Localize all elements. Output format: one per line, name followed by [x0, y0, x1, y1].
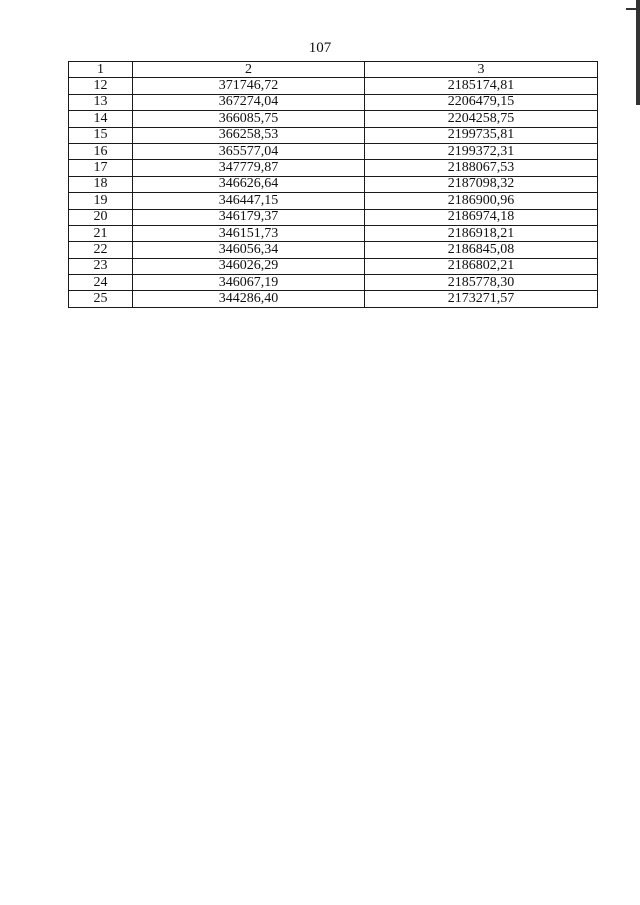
table-row [69, 225, 598, 241]
table-row [69, 193, 598, 209]
table-row [69, 143, 598, 159]
scan-edge-mark [636, 0, 640, 105]
table-row [69, 160, 598, 176]
x-coordinate-cell: 346626,64 [133, 176, 365, 192]
table-row [69, 209, 598, 225]
table-body [69, 62, 598, 308]
x-coordinate-cell: 366258,53 [133, 127, 365, 143]
y-coordinate-cell: 2185174,81 [365, 78, 598, 94]
table-row [69, 291, 598, 307]
row-number-cell: 19 [69, 193, 133, 209]
row-number-cell: 20 [69, 209, 133, 225]
y-coordinate-cell: 2187098,32 [365, 176, 598, 192]
y-coordinate-cell: 2186900,96 [365, 193, 598, 209]
row-number-cell: 23 [69, 258, 133, 274]
row-number-cell: 22 [69, 242, 133, 258]
y-coordinate-cell: 2188067,53 [365, 160, 598, 176]
x-coordinate-cell: 346179,37 [133, 209, 365, 225]
y-coordinate-cell: 2199372,31 [365, 143, 598, 159]
x-coordinate-cell: 346067,19 [133, 275, 365, 291]
column-header: 2 [133, 62, 365, 78]
row-number-cell: 21 [69, 225, 133, 241]
coordinates-table [68, 61, 598, 308]
table-row [69, 78, 598, 94]
y-coordinate-cell: 2173271,57 [365, 291, 598, 307]
y-coordinate-cell: 2199735,81 [365, 127, 598, 143]
row-number-cell: 13 [69, 94, 133, 110]
y-coordinate-cell: 2185778,30 [365, 275, 598, 291]
y-coordinate-cell: 2204258,75 [365, 111, 598, 127]
row-number-cell: 25 [69, 291, 133, 307]
x-coordinate-cell: 371746,72 [133, 78, 365, 94]
table-row [69, 176, 598, 192]
x-coordinate-cell: 346026,29 [133, 258, 365, 274]
column-header: 3 [365, 62, 598, 78]
table-header-row [69, 62, 598, 78]
row-number-cell: 18 [69, 176, 133, 192]
x-coordinate-cell: 346151,73 [133, 225, 365, 241]
y-coordinate-cell: 2206479,15 [365, 94, 598, 110]
x-coordinate-cell: 346447,15 [133, 193, 365, 209]
row-number-cell: 17 [69, 160, 133, 176]
table-row [69, 258, 598, 274]
row-number-cell: 12 [69, 78, 133, 94]
x-coordinate-cell: 344286,40 [133, 291, 365, 307]
row-number-cell: 14 [69, 111, 133, 127]
y-coordinate-cell: 2186918,21 [365, 225, 598, 241]
y-coordinate-cell: 2186802,21 [365, 258, 598, 274]
x-coordinate-cell: 347779,87 [133, 160, 365, 176]
row-number-cell: 24 [69, 275, 133, 291]
row-number-cell: 15 [69, 127, 133, 143]
table-row [69, 242, 598, 258]
x-coordinate-cell: 365577,04 [133, 143, 365, 159]
x-coordinate-cell: 346056,34 [133, 242, 365, 258]
x-coordinate-cell: 367274,04 [133, 94, 365, 110]
y-coordinate-cell: 2186974,18 [365, 209, 598, 225]
scan-edge-tick [626, 8, 636, 10]
table-row [69, 111, 598, 127]
row-number-cell: 16 [69, 143, 133, 159]
table-row [69, 94, 598, 110]
table-row [69, 275, 598, 291]
y-coordinate-cell: 2186845,08 [365, 242, 598, 258]
x-coordinate-cell: 366085,75 [133, 111, 365, 127]
table-row [69, 127, 598, 143]
column-header: 1 [69, 62, 133, 78]
page-number: 107 [308, 40, 332, 56]
